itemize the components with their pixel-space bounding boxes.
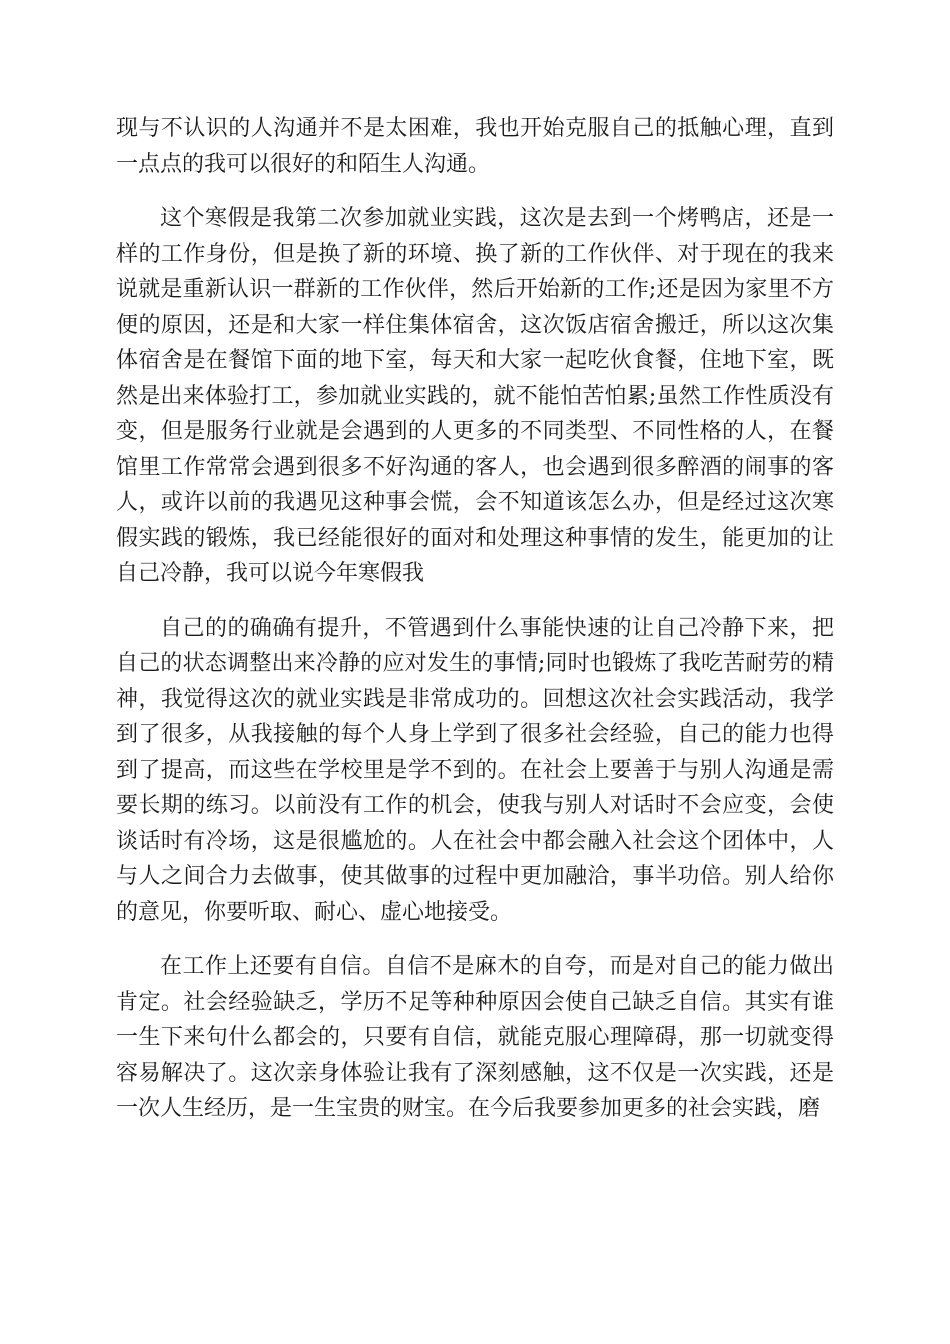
paragraph-winter-practice: 这个寒假是我第二次参加就业实践，这次是去到一个烤鸭店，还是一样的工作身份，但是换了新的环境、换了新的工作伙伴、对于现在的我来说就是重新认识一群新的工作伙伴，然后开始新的工作;还是因为家里不方便的原因，还是和大家一样住集体宿舍，这次饭店宿舍搬迁，所以这次集体宿舍是在餐馆下面的地下室，每天和大家一起吃伙食餐，住地下室，既然是出来体验打工，参加就业实践的，就不能怕苦怕累;虽然工作性质没有变，但是服务行业就是会遇到的人更多的不同类型、不同性格的人，在餐馆里工作常常会遇到很多不好沟通的客人，也会遇到很多醉酒的闹事的客人，或许以前的我遇见这种事会慌，会不知道该怎么办，但是经过这次寒假实践的锻炼，我已经能很好的面对和处理这种事情的发生，能更加的让自己冷静，我可以说今年寒假我: [116, 206, 834, 586]
paragraph-improvement: 自己的的确确有提升，不管遇到什么事能快速的让自己冷静下来，把自己的状态调整出来冷静的应对发生的事情;同时也锻炼了我吃苦耐劳的精神，我觉得这次的就业实践是非常成功的。回想这次社会实践活动，我学到了很多，从我接触的每个人身上学到了很多社会经验，自己的能力也得到了提高，而这些在学校里是学不到的。在社会上要善于与别人沟通是需要长期的练习。以前没有工作的机会，使我与别人对话时不会应变，会使谈话时有冷场，这是很尴尬的。人在社会中都会融入社会这个团体中，人与人之间合力去做事，使其做事的过程中更加融洽，事半功倍。别人给你的意见，你要听取、耐心、虚心地接受。: [116, 615, 834, 925]
paragraph-confidence: 在工作上还要有自信。自信不是麻木的自夸，而是对自己的能力做出肯定。社会经验缺乏，学历不足等种种原因会使自己缺乏自信。其实有谁一生下来句什么都会的，只要有自信，就能克服心理障碍，那一切就变得容易解决了。这次亲身体验让我有了深刻感触，这不仅是一次实践，还是一次人生经历，是一生宝贵的财宝。在今后我要参加更多的社会实践，磨: [116, 954, 834, 1121]
paragraph-continuation: 现与不认识的人沟通并不是太困难，我也开始克服自己的抵触心理，直到一点点的我可以很好的和陌生人沟通。: [116, 116, 834, 177]
document-body: [116, 111, 834, 1127]
